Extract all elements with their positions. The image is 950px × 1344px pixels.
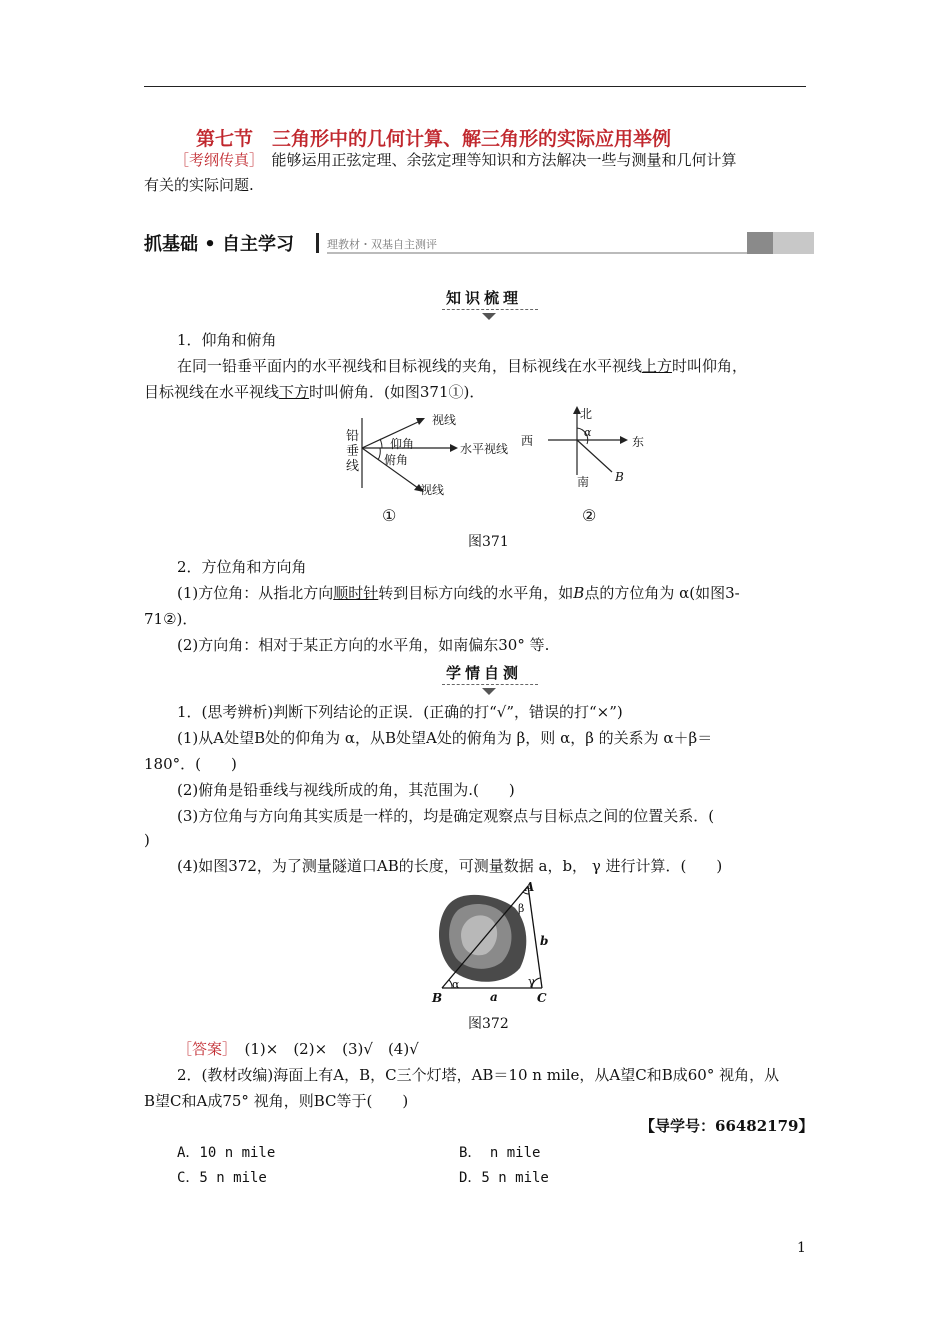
knowledge-heading-1: 1．仰角和俯角	[177, 331, 277, 349]
elevation-arc	[380, 439, 382, 448]
fig371-label-east: 东	[632, 435, 645, 449]
fig371-label-depression: 俯角	[384, 453, 409, 467]
knowledge-heading-2: 2．方位角和方向角	[177, 558, 307, 576]
bearing-line-B	[577, 440, 612, 472]
option-B: B． n mile	[459, 1145, 541, 1161]
quiz-q1-1b: 180°．( )	[144, 755, 237, 773]
syllabus-line-2: 有关的实际问题.	[144, 176, 254, 194]
quiz-q1-2: (2)俯角是铅垂线与视线所成的角，其范围为.( )	[177, 781, 515, 799]
upper-arrow	[416, 418, 425, 425]
fig372-label-C: C	[537, 991, 547, 1005]
fig372-label-a: a	[490, 990, 498, 1004]
badge-arrow	[482, 688, 496, 695]
fig371-label-plumb-1: 铅	[346, 429, 360, 444]
guide-number: 【导学号：66482179】	[640, 1117, 814, 1135]
section-bar-divider	[316, 233, 319, 253]
fig371-label-horizontal: 水平视线	[460, 442, 509, 456]
syllabus-tag: ［考纲传真］	[174, 151, 257, 169]
fig372-label-beta: β	[518, 902, 525, 915]
fig372-label-alpha: α	[452, 978, 460, 991]
quiz-q1-1a: (1)从A处望B处的仰角为 α，从B处望A处的俯角为 β，则 α，β 的关系为 α＋β＝	[177, 729, 713, 747]
quiz-q2b: B望C和A成75° 视角，则BC等于( )	[144, 1092, 409, 1110]
fig371-sub-2: ②	[582, 506, 597, 525]
fig371-label-sight-down: 视线	[420, 483, 445, 497]
fig371-label-plumb-3: 线	[346, 459, 360, 474]
fig371-label-sight-up: 视线	[432, 413, 457, 427]
fig371-caption: 图371	[468, 534, 509, 550]
knowledge-para-1: 在同一铅垂平面内的水平视线和目标视线的夹角，目标视线在水平视线上方时叫仰角，	[177, 357, 748, 375]
fig371-label-north: 北	[580, 407, 593, 421]
badge-knowledge: 知识梳理	[440, 287, 540, 325]
badge-dash	[442, 684, 538, 685]
quiz-q2a: 2．(教材改编)海面上有A，B，C三个灯塔，AB＝10 n mile，从A望C和B成60° 视角，从	[177, 1066, 780, 1084]
page-number: 1	[797, 1240, 806, 1256]
fig371-label-B: B	[615, 470, 624, 484]
option-A: A．10 n mile	[177, 1145, 276, 1161]
page-title: 第七节 三角形中的几何计算、解三角形的实际应用举例	[196, 128, 672, 150]
fig371-label-south: 南	[577, 475, 590, 489]
figure-371	[330, 400, 660, 530]
fig372-caption: 图372	[468, 1016, 509, 1032]
section-bar	[144, 230, 814, 256]
section-bar-subtitle: 理教材・双基自主测评	[327, 238, 437, 251]
knowledge-para-2: 目标视线在水平视线下方时叫俯角．(如图371①)．	[144, 383, 485, 401]
quiz-q1-4: (4)如图372，为了测量隧道口AB的长度，可测量数据 a，b， γ 进行计算．( )	[177, 857, 723, 875]
syllabus-line-1: ［考纲传真］ 能够运用正弦定理、余弦定理等知识和方法解决一些与测量和几何计算	[174, 151, 737, 169]
fig372-label-B: B	[432, 991, 443, 1005]
fig371-label-west: 西	[521, 434, 534, 448]
quiz-q1: 1．(思考辨析)判断下列结论的正误．(正确的打“√”，错误的打“×”)	[177, 703, 623, 721]
fig372-label-b: b	[540, 934, 549, 948]
fig371-sub-1: ①	[382, 506, 397, 525]
section-bar-line	[327, 252, 747, 254]
depression-arc	[378, 448, 380, 460]
fig371-label-elevation: 仰角	[390, 437, 415, 451]
answer-tag: ［答案］	[177, 1040, 230, 1058]
badge-arrow	[482, 313, 496, 320]
knowledge-para-3: (1)方位角：从指北方向顺时针转到目标方向线的水平角，如B点的方位角为 α(如图3-	[177, 584, 740, 602]
horizontal-arrow	[450, 444, 458, 452]
fig372-label-A: A	[525, 880, 535, 894]
east-arrow	[620, 436, 628, 444]
quiz-answer: ［答案］ (1)× (2)× (3)√ (4)√	[177, 1040, 419, 1058]
fig371-label-plumb-2: 垂	[346, 444, 360, 459]
knowledge-para-5: (2)方向角：相对于某正方向的水平角，如南偏东30° 等.	[177, 636, 550, 654]
section-bar-title: 抓基础 • 自主学习	[144, 234, 295, 255]
option-D: D．5 n mile	[459, 1170, 549, 1186]
section-bar-block-dark	[747, 232, 773, 254]
badge-dash	[442, 309, 538, 310]
option-C: C．5 n mile	[177, 1170, 267, 1186]
badge-self-test: 学情自测	[440, 662, 540, 700]
quiz-q1-3a: (3)方位角与方向角其实质是一样的，均是确定观察点与目标点之间的位置关系．(	[177, 807, 715, 825]
knowledge-para-4: 71②)．	[144, 610, 198, 628]
fig372-label-gamma: γ	[528, 975, 535, 988]
fig371-label-alpha: α	[584, 426, 592, 439]
quiz-q1-3b: )	[144, 831, 150, 849]
header-rule	[144, 86, 806, 87]
section-bar-block-light	[773, 232, 814, 254]
